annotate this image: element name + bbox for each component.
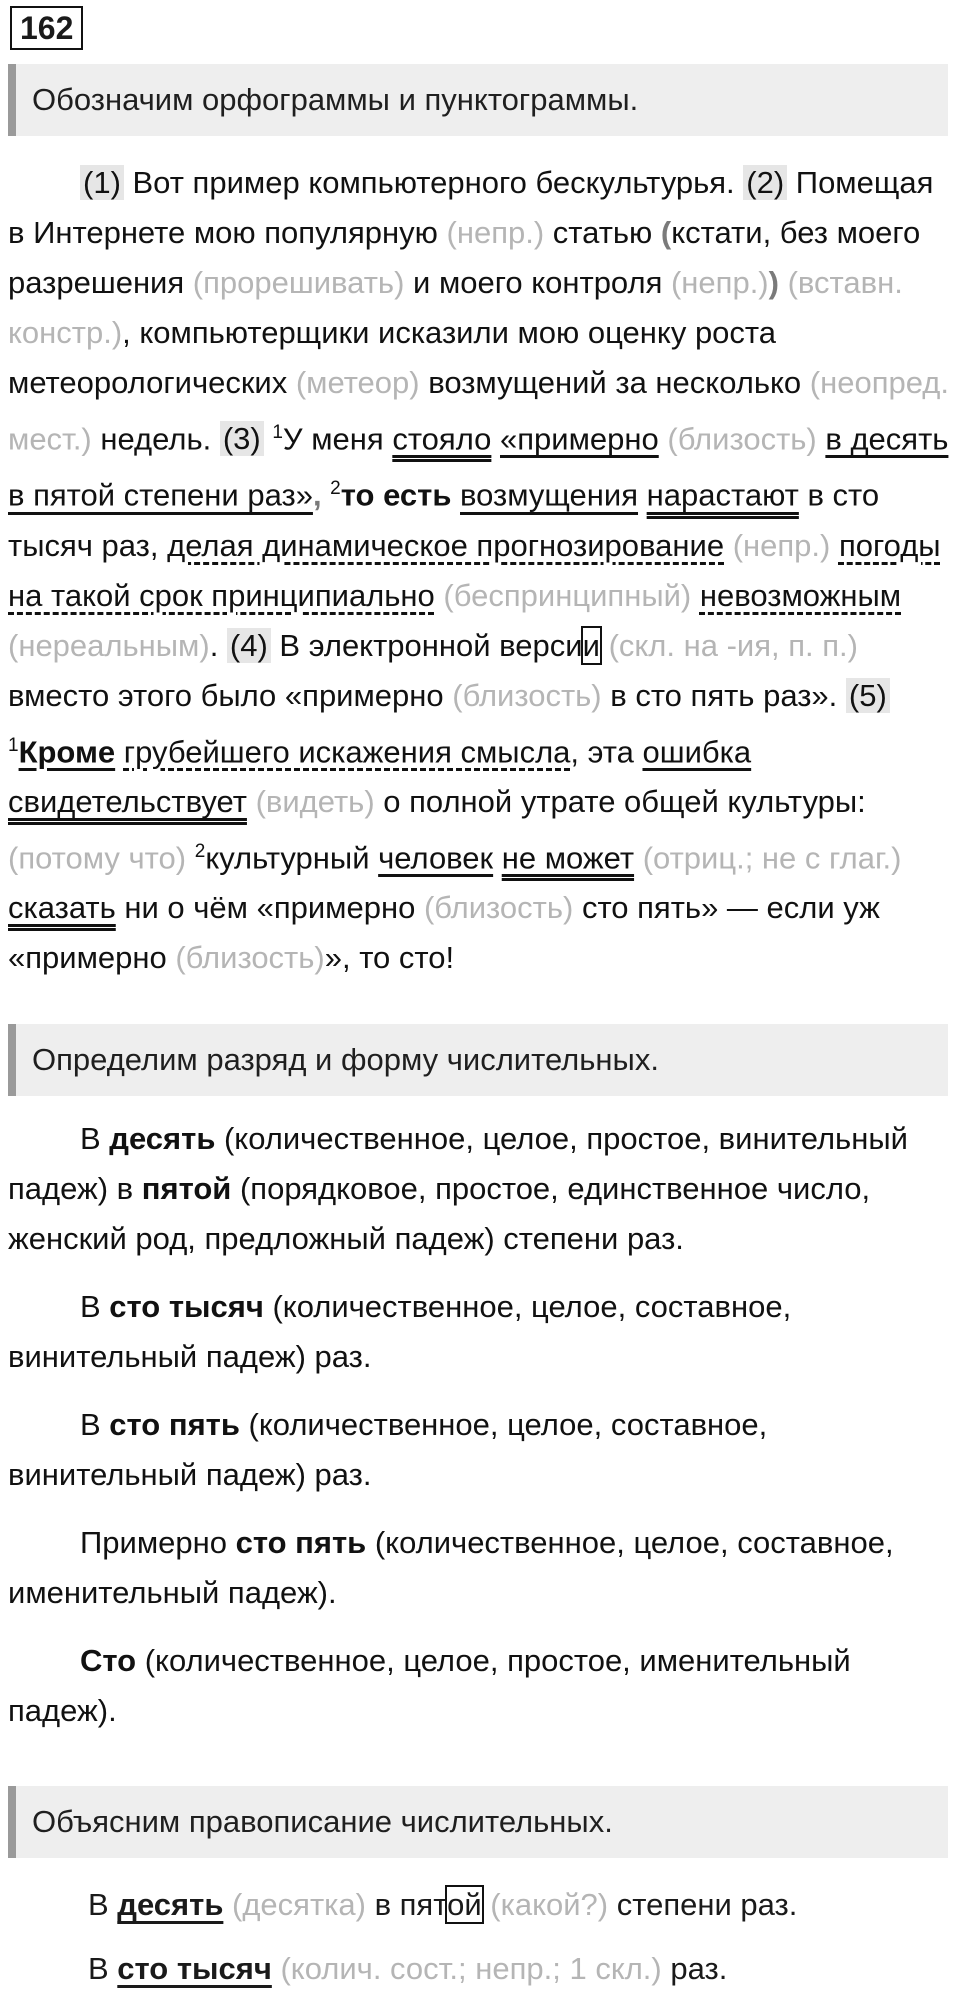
text: степени раз. [608, 1887, 798, 1922]
punctuation-mark: , [312, 477, 331, 513]
numeral-analysis [8, 1114, 952, 1754]
hint: (прорешивать) [192, 265, 405, 300]
hint: (видеть) [255, 783, 375, 819]
hint: (близость) [423, 890, 574, 926]
text: В [80, 1407, 110, 1442]
numeral: пятой [141, 1171, 232, 1206]
numeral-paragraph [8, 1636, 952, 1736]
text: , эта [570, 733, 643, 769]
main-text [8, 158, 952, 1001]
text: (количественное, целое, составное, винительный падеж) раз. [8, 1289, 792, 1374]
clause-index: 1 [272, 422, 283, 443]
text: в пят [365, 1887, 448, 1922]
participle-phrase: невозможным [699, 577, 902, 613]
hint: (близость) [175, 940, 325, 976]
text: В [88, 1887, 118, 1922]
text [735, 165, 744, 200]
ending-box: ой [447, 1887, 482, 1922]
text: В [80, 1289, 110, 1324]
subject: человек [378, 840, 494, 876]
clause-index: 1 [8, 734, 19, 756]
numeral: сто тысяч [117, 1951, 272, 1986]
text: », то сто! [324, 940, 455, 976]
word: популярную [264, 215, 438, 250]
numeral: Сто [80, 1643, 137, 1678]
ending-box: и [582, 627, 600, 663]
text [634, 840, 643, 875]
hint: (какой?) [490, 1887, 609, 1922]
numeral-paragraph [8, 1282, 952, 1382]
text [779, 265, 788, 300]
text [247, 784, 256, 819]
numeral: сто пять [235, 1525, 367, 1560]
spelling-line [88, 1944, 727, 1994]
predicate: сказать [8, 890, 116, 926]
hint: (десятка) [232, 1887, 366, 1922]
text [638, 478, 647, 513]
text: В [88, 1951, 118, 1986]
numeral-paragraph [8, 1400, 952, 1500]
text: в сто пять раз». [601, 677, 846, 713]
spelling-line [88, 1880, 797, 1930]
text [451, 478, 460, 513]
predicate: стояло [392, 421, 492, 457]
section-heading-numeral-categories: Определим разряд и форму числительных. [8, 1024, 948, 1096]
hint: (близость) [452, 677, 602, 713]
task-number: 162 [10, 6, 83, 50]
sentence-number: (5) [846, 678, 890, 713]
hint: (нереальным) [8, 627, 210, 663]
text: . [209, 627, 227, 663]
text: (количественное, целое, простое, винительный падеж) в [8, 1121, 908, 1206]
predicate: нарастают [646, 477, 799, 513]
hint: (скл. на -ия, п. п.) [608, 627, 858, 663]
numeral: десять [109, 1121, 216, 1156]
punctuation-mark: ) [768, 265, 779, 300]
hint: (колич. сост.; непр.; 1 скл.) [280, 1951, 662, 1986]
text: возмущений за несколько [419, 365, 810, 400]
numeral: десять [117, 1887, 224, 1922]
text [600, 628, 609, 663]
sentence-number: (2) [743, 165, 787, 200]
text: сто пять» — если уж «примерно [8, 890, 880, 976]
punctuation-mark: ( [660, 215, 672, 250]
clause-index: 2 [330, 478, 341, 500]
hint: (вставн. констр.) [8, 265, 903, 350]
text: Помещая в Интернете мою [8, 165, 934, 250]
text: раз. [661, 1951, 728, 1986]
text: Вот пример [123, 165, 309, 200]
text: кстати, без моего разрешения [8, 215, 921, 300]
text: статью [544, 215, 661, 250]
clause-index: 2 [194, 840, 206, 862]
section-heading-numeral-spelling: Объясним правописание числительных. [8, 1786, 948, 1858]
text [223, 1887, 232, 1922]
section-heading-orthograms: Обозначим орфограммы и пунктограммы. [8, 64, 948, 136]
text: недель. [91, 421, 220, 457]
sentence-number: (4) [227, 628, 271, 663]
text: и моего контроля [404, 265, 671, 300]
subject: ошибка [642, 733, 752, 769]
word: компьютерного [308, 165, 527, 200]
subject-phrase: в десять в пятой степени раз» [8, 421, 949, 513]
text: У меня [282, 421, 393, 457]
participle-phrase: делая динамическое прогнозирование [167, 527, 725, 563]
participle-phrase: погоды на такой срок принципиально [8, 527, 941, 613]
text: (количественное, целое, составное, именительный падеж). [8, 1525, 894, 1610]
hint: (непр.) [670, 265, 769, 300]
hint: (непр.) [446, 215, 545, 250]
main-paragraph [8, 158, 952, 983]
text [724, 528, 733, 563]
sentence-number: (3) [220, 421, 264, 456]
text: (порядковое, простое, единственное число, женский род, предложный падеж) степени раз. [8, 1171, 871, 1256]
hint: (беспринципный) [443, 577, 692, 613]
hint: (отриц.; не с глаг.) [642, 840, 902, 876]
text: в сто тысяч раз, [8, 477, 880, 563]
preposition: Кроме [18, 733, 116, 769]
text [691, 578, 700, 613]
hint: (неопред. мест.) [8, 365, 949, 457]
text: Примерно [80, 1525, 236, 1560]
hint: (потому что) [8, 840, 187, 876]
text [491, 421, 500, 456]
hint: (близость) [667, 421, 817, 457]
text: (количественное, целое, составное, винительный падеж) раз. [8, 1407, 768, 1492]
text: вместо этого было «примерно [8, 677, 453, 713]
text: В электронной верси [270, 627, 583, 663]
word: бескультурья. [535, 165, 735, 200]
adverbial-phrase: грубейшего искажения смысла [123, 733, 571, 769]
numeral: сто пять [109, 1407, 240, 1442]
text: о полной утрате общей культуры: [374, 783, 866, 819]
sentence-number: (1) [80, 165, 124, 200]
text: культурный [205, 840, 379, 876]
numeral-paragraph [8, 1518, 952, 1618]
numeral: сто тысяч [109, 1289, 264, 1324]
predicate: свидетельствует [8, 783, 247, 819]
text: (количественное, целое, простое, именительный падеж). [8, 1643, 851, 1728]
text: В [80, 1121, 110, 1156]
numeral-paragraph [8, 1114, 952, 1264]
hint: (метеор) [295, 365, 420, 400]
text [115, 734, 124, 769]
predicate: не может [501, 840, 635, 876]
text: , компьютерщики исказили мою оценку роста метеорологических [8, 315, 777, 400]
text [482, 1887, 491, 1922]
text [186, 840, 195, 875]
hint: (непр.) [732, 527, 831, 563]
subject: возмущения [460, 477, 639, 513]
text: ни о чём «примерно [115, 890, 424, 926]
conjunction: то есть [340, 477, 452, 513]
text [438, 215, 447, 250]
subject: «примерно [500, 421, 659, 457]
text [830, 528, 839, 563]
text [493, 840, 502, 875]
